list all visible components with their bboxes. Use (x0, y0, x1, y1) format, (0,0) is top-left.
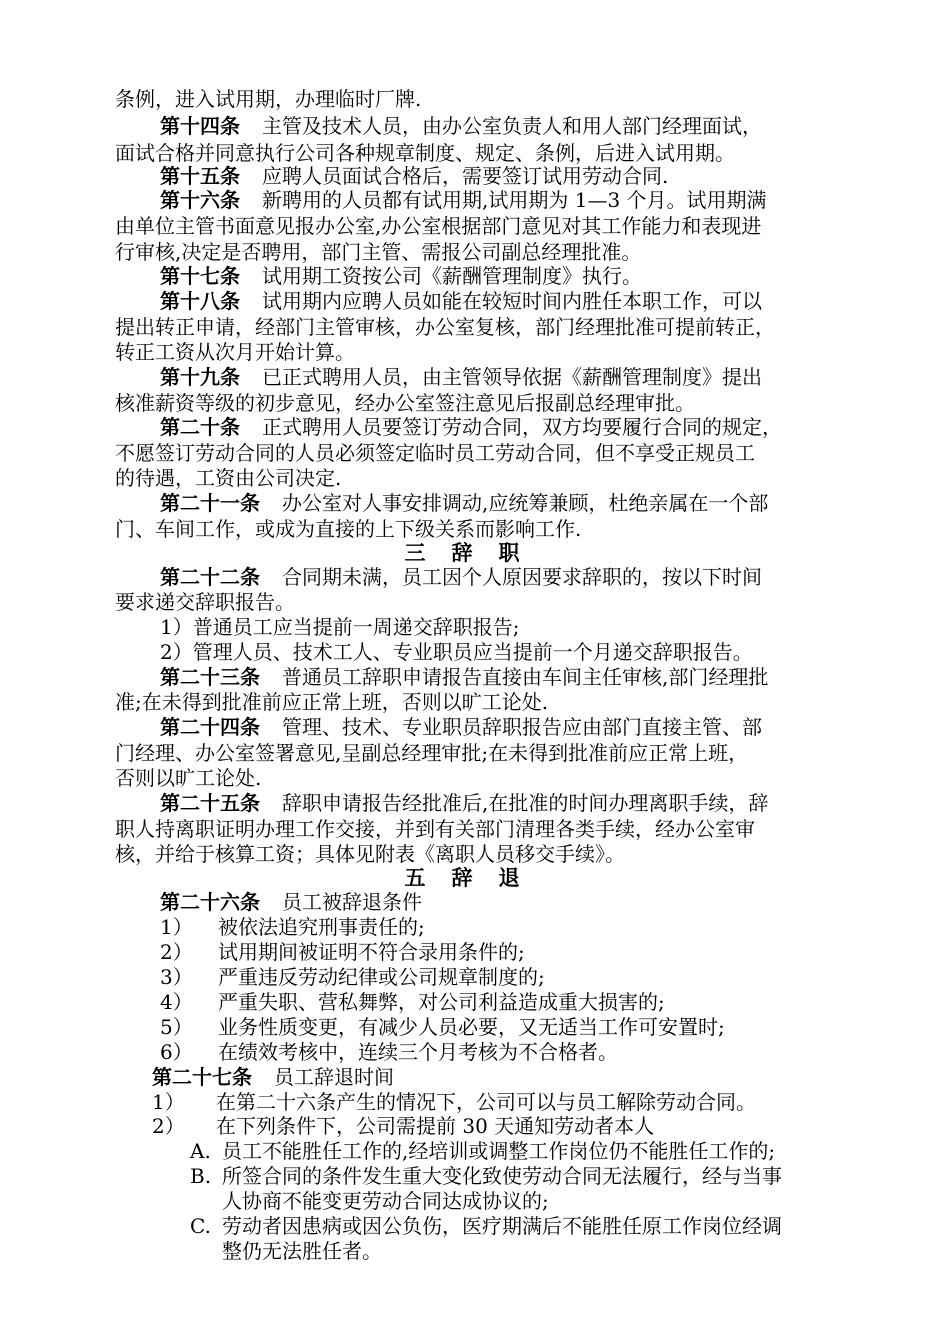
list-item (160, 964, 545, 991)
list-text: 试用期间被证明不符合录用条件的; (218, 940, 525, 964)
list-number: 3） (160, 965, 193, 989)
article-text: 已正式聘用人员，由主管领导依据《薪酬管理制度》提出 (262, 365, 762, 389)
article-label: 第二十六条 (160, 890, 260, 914)
article-22 (160, 564, 762, 591)
article-18 (160, 288, 762, 315)
article-text: 应聘人员面试合格后，需要签订试用劳动合同. (262, 164, 669, 188)
article-21 (160, 490, 768, 517)
list-item (160, 939, 525, 966)
sub-item (190, 1213, 782, 1240)
sub-letter: A. (190, 1139, 211, 1163)
article-27 (152, 1064, 394, 1091)
text-line: 职人持离职证明办理工作交接，并到有关部门清理各类手续，经办公室审 (115, 817, 755, 841)
text-line: 门经理、办公室签署意见,呈副总经理审批;在未得到批准前应正常上班， (115, 741, 749, 765)
sub-item (190, 1163, 782, 1190)
text-line: 准;在未得到批准前应正常上班，否则以旷工论处. (115, 690, 549, 714)
article-label: 第十四条 (160, 114, 240, 138)
article-text: 员工辞退时间 (274, 1065, 394, 1089)
list-item (152, 1113, 654, 1140)
text-line: 转正工资从次月开始计算。 (115, 340, 355, 364)
list-item (160, 914, 425, 941)
list-text: 业务性质变更，有减少人员必要，又无适当工作可安置时; (218, 1015, 725, 1039)
article-26 (160, 889, 422, 916)
text-line: 要求递交辞职报告。 (115, 590, 295, 614)
list-number: 5） (160, 1015, 193, 1039)
text-line: 行审核,决定是否聘用，部门主管、需报公司副总经理批准。 (115, 240, 642, 264)
list-number: 2） (152, 1114, 185, 1138)
list-item: 1）普通员工应当提前一周递交辞职报告; (160, 615, 520, 639)
article-label: 第二十一条 (160, 491, 260, 515)
article-text: 主管及技术人员，由办公室负责人和用人部门经理面试， (262, 114, 762, 138)
list-text: 在下列条件下，公司需提前 30 天通知劳动者本人 (216, 1114, 655, 1138)
article-19 (160, 364, 762, 391)
article-text: 管理、技术、专业职员辞职报告应由部门直接主管、部 (282, 715, 762, 739)
article-label: 第十九条 (160, 365, 240, 389)
section-heading: 三辞职 (404, 540, 546, 565)
list-text: 严重违反劳动纪律或公司规章制度的; (218, 965, 545, 989)
section-heading: 五辞退 (404, 865, 546, 890)
article-text: 试用期工资按公司《薪酬管理制度》执行。 (262, 264, 642, 288)
text-line: 条例，进入试用期，办理临时厂牌. (115, 87, 422, 111)
list-number: 4） (160, 990, 193, 1014)
list-item (160, 1014, 725, 1041)
text-line: 否则以旷工论处. (115, 766, 262, 790)
text-line: 核，并给于核算工资；具体见附表《离职人员移交手续》。 (115, 842, 625, 866)
article-14 (160, 113, 762, 140)
article-25 (160, 790, 768, 817)
sub-text: 所签合同的条件发生重大变化致使劳动合同无法履行，经与当事 (222, 1164, 782, 1188)
article-text: 普通员工辞职申请报告直接由车间主任审核,部门经理批 (282, 665, 769, 689)
article-label: 第十七条 (160, 264, 240, 288)
list-item (160, 989, 665, 1016)
article-label: 第二十五条 (160, 791, 260, 815)
article-label: 第十五条 (160, 164, 240, 188)
list-text: 严重失职、营私舞弊，对公司利益造成重大损害的; (218, 990, 665, 1014)
list-text: 被依法追究刑事责任的; (218, 915, 425, 939)
list-number: 2） (160, 940, 193, 964)
article-text: 试用期内应聘人员如能在较短时间内胜任本职工作，可以 (262, 289, 762, 313)
list-text: 在绩效考核中，连续三个月考核为不合格者。 (218, 1040, 618, 1064)
article-label: 第十六条 (160, 188, 240, 212)
text-line: 的待遇，工资由公司决定. (115, 466, 342, 490)
article-label: 第十八条 (160, 289, 240, 313)
article-16 (160, 187, 767, 214)
sub-text: 劳动者因患病或因公负伤，医疗期满后不能胜任原工作岗位经调 (222, 1214, 782, 1238)
article-text: 员工被辞退条件 (282, 890, 422, 914)
sub-item (190, 1138, 775, 1165)
text-line: 门、车间工作，或成为直接的上下级关系而影响工作. (115, 517, 582, 541)
list-number: 1） (160, 915, 193, 939)
article-text: 辞职申请报告经批准后,在批准的时间办理离职手续，辞 (282, 791, 769, 815)
sub-letter: C. (190, 1214, 211, 1238)
article-17 (160, 263, 642, 290)
list-number: 6） (160, 1040, 193, 1064)
article-24 (160, 714, 762, 741)
sub-text: 员工不能胜任工作的,经培训或调整工作岗位仍不能胜任工作的; (222, 1139, 776, 1163)
text-line: 面试合格并同意执行公司各种规章制度、规定、条例，后进入试用期。 (115, 141, 735, 165)
article-label: 第二十三条 (160, 665, 260, 689)
text-line: 提出转正申请，经部门主管审核，办公室复核，部门经理批准可提前转正， (115, 315, 775, 339)
article-text: 办公室对人事安排调动,应统筹兼顾，杜绝亲属在一个部 (282, 491, 769, 515)
list-item: 2）管理人员、技术工人、专业职员应当提前一个月递交辞职报告。 (160, 640, 753, 664)
article-23 (160, 664, 768, 691)
article-text: 合同期未满，员工因个人原因要求辞职的，按以下时间 (282, 565, 762, 589)
article-label: 第二十四条 (160, 715, 260, 739)
sub-text: 人协商不能变更劳动合同达成协议的; (222, 1189, 549, 1213)
list-item (160, 1039, 618, 1066)
list-text: 在第二十六条产生的情况下，公司可以与员工解除劳动合同。 (216, 1090, 756, 1114)
article-label: 第二十二条 (160, 565, 260, 589)
article-20 (160, 414, 782, 441)
article-15 (160, 163, 668, 190)
text-line: 核准薪资等级的初步意见，经办公室签注意见后报副总经理审批。 (115, 391, 695, 415)
article-label: 第二十条 (160, 415, 240, 439)
text-line: 由单位主管书面意见报办公室,办公室根据部门意见对其工作能力和表现进 (115, 214, 762, 238)
sub-text: 整仍无法胜任者。 (222, 1239, 382, 1263)
text-line: 不愿签订劳动合同的人员必须签定临时员工劳动合同，但不享受正规员工 (115, 441, 755, 465)
article-text: 新聘用的人员都有试用期,试用期为 1—3 个月。试用期满 (262, 188, 767, 212)
article-label: 第二十七条 (152, 1065, 252, 1089)
article-text: 正式聘用人员要签订劳动合同，双方均要履行合同的规定， (262, 415, 782, 439)
list-item (152, 1089, 756, 1116)
sub-letter: B. (190, 1164, 212, 1188)
list-number: 1） (152, 1090, 185, 1114)
